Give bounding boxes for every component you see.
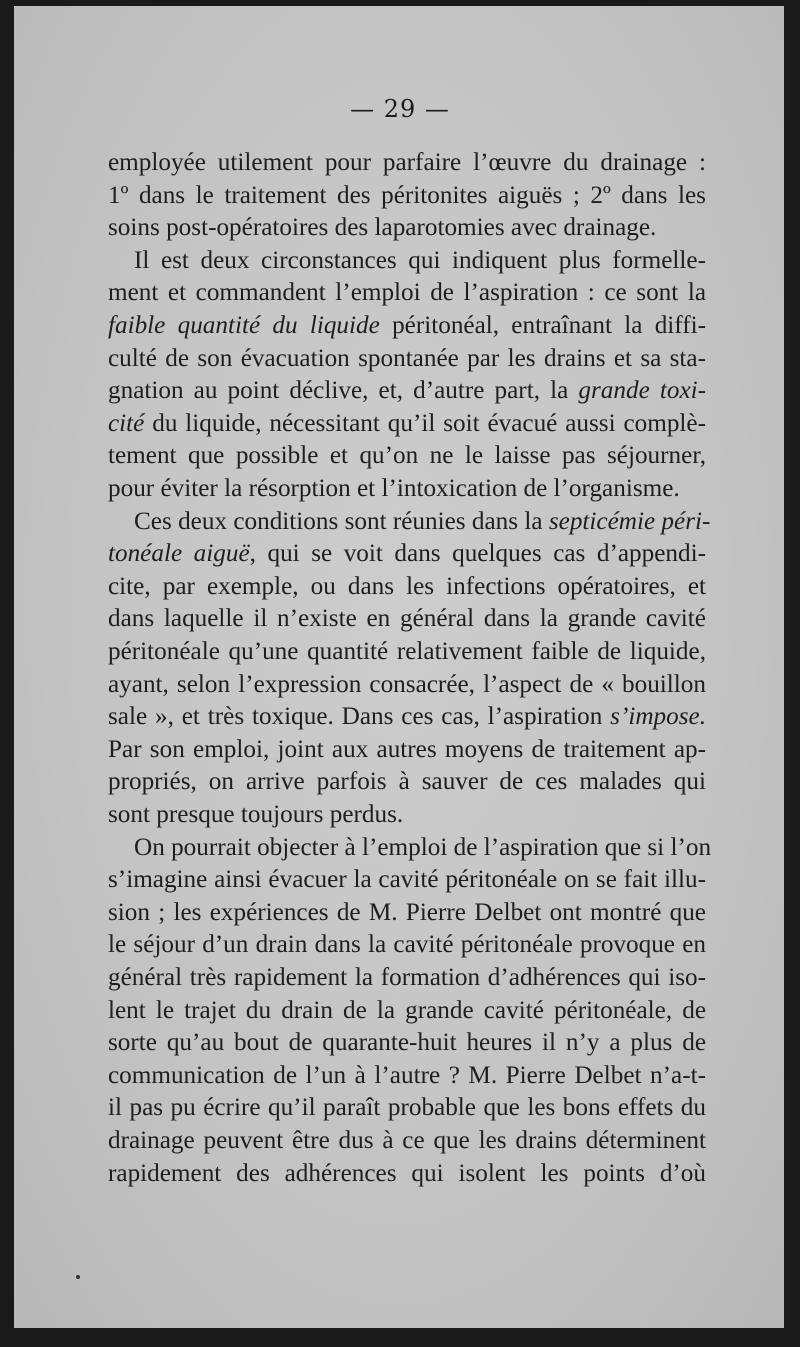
text-segment: ment et commandent l’emploi de l’aspiration : ce sont la <box>108 279 706 307</box>
text-line <box>108 601 706 637</box>
text-segment: rapidement des adhérences qui isolent les points d’où <box>108 1159 706 1187</box>
text-line <box>108 1156 706 1192</box>
text-segment: ayant, selon l’expression consacrée, l’aspect de « bouillon <box>108 670 706 698</box>
text-segment: le séjour d’un drain dans la cavité péritonéale provoque en <box>108 931 706 959</box>
page-number: — 29 — <box>350 95 450 123</box>
text-line <box>108 1058 706 1094</box>
text-line <box>108 438 706 474</box>
text-segment: drainage peuvent être dus à ce que les drains déterminent <box>108 1127 706 1154</box>
italic-text: grande toxi- <box>578 377 707 405</box>
text-line <box>108 178 706 214</box>
text-segment: , qui se voit dans quelques cas d’appendi- <box>249 540 706 568</box>
text-line <box>108 1025 706 1061</box>
text-segment: sorte qu’au bout de quarante-huit heures il n’y a plus de <box>108 1029 706 1057</box>
ink-speck <box>76 1275 80 1279</box>
italic-text: cité <box>108 409 145 437</box>
text-segment: propriés, on arrive parfois à sauver de ces malades qui <box>108 768 706 796</box>
text-line <box>108 471 706 507</box>
text-segment: général très rapidement la formation d’adhérences qui iso- <box>108 964 706 991</box>
text-line <box>108 308 706 344</box>
text-line <box>108 406 706 442</box>
text-line <box>108 667 706 703</box>
text-line <box>108 797 706 833</box>
text-segment: sale », et très toxique. Dans ces cas, l’aspiration <box>108 703 611 731</box>
text-line <box>108 1123 706 1159</box>
text-line <box>108 341 706 377</box>
text-segment: Ces deux conditions sont réunies dans la <box>134 507 549 535</box>
text-segment: sion ; les expériences de M. Pierre Delbet ont montré que <box>108 898 706 926</box>
text-line <box>134 504 711 540</box>
text-segment: employée utilement pour parfaire l’œuvre du drainage : <box>108 149 706 176</box>
text-line <box>134 243 706 279</box>
text-line <box>108 862 706 898</box>
text-segment: s’imagine ainsi évacuer la cavité péritonéale on se fait illu- <box>108 866 706 894</box>
text-line <box>108 993 706 1029</box>
italic-text: s’impose. <box>610 703 706 731</box>
text-line <box>108 569 706 605</box>
text-segment: 1º dans le traitement des péritonites aiguës ; 2º dans les <box>108 181 706 209</box>
text-segment: sont presque toujours perdus. <box>108 801 404 828</box>
text-segment: il pas pu écrire qu’il paraît probable que les bons effets du <box>108 1094 706 1122</box>
text-line <box>108 275 706 311</box>
text-segment: cite, par exemple, ou dans les infections opératoires, et <box>108 572 706 600</box>
italic-text: faible quantité du liquide <box>108 312 380 339</box>
text-segment: tement que possible et qu’on ne le laisse pas séjourner, <box>108 442 706 470</box>
text-segment: dans laquelle il n’existe en général dans la grande cavité <box>108 605 706 633</box>
text-segment: Il est deux circonstances qui indiquent plus formelle- <box>134 246 706 274</box>
text-segment: péritonéal, entraînant la diffi- <box>379 312 706 339</box>
text-line <box>108 210 706 246</box>
text-line <box>108 699 706 735</box>
text-segment: communication de l’un à l’autre ? M. Pierre Delbet n’a-t- <box>108 1061 706 1089</box>
text-segment: gnation au point déclive, et, d’autre part, la <box>108 377 579 405</box>
text-segment: péritonéale qu’une quantité relativement faible de liquide, <box>108 638 706 665</box>
text-segment: du liquide, nécessitant qu’il soit évacué aussi complè- <box>144 409 706 437</box>
text-line <box>108 634 706 670</box>
text-segment: pour éviter la résorption et l’intoxication de l’organisme. <box>108 475 680 502</box>
italic-text: septicémie péri- <box>548 507 711 535</box>
italic-text: tonéale aiguë <box>108 540 250 568</box>
text-line <box>108 373 706 409</box>
text-line <box>108 927 706 963</box>
text-line <box>108 145 706 181</box>
text-line <box>134 830 712 866</box>
text-segment: soins post-opératoires des laparotomies avec drainage. <box>108 214 657 242</box>
text-line <box>108 1090 706 1126</box>
text-segment: Par son emploi, joint aux autres moyens de traitement ap- <box>108 735 706 763</box>
text-segment: lent le trajet du drain de la grande cavité péritonéale, de <box>108 996 706 1024</box>
text-segment: culté de son évacuation spontanée par les drains et sa sta- <box>108 344 706 372</box>
text-line <box>108 895 706 931</box>
text-line <box>108 764 706 800</box>
text-segment: On pourrait objecter à l’emploi de l’aspiration que si l’on <box>134 833 712 861</box>
text-line <box>108 732 706 768</box>
text-line <box>108 960 706 996</box>
text-line <box>108 536 706 572</box>
